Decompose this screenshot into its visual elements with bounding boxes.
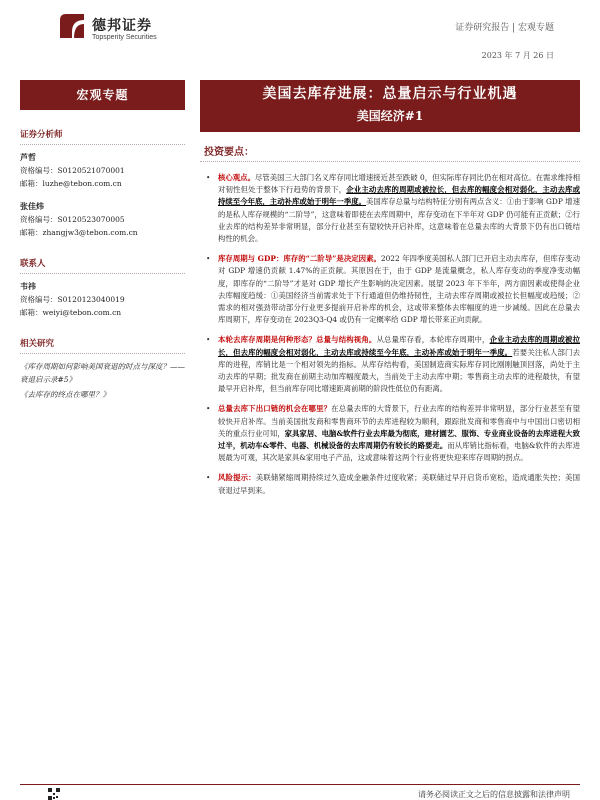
analysts-heading: 证券分析师 (20, 128, 185, 145)
bullet-icon: • (206, 335, 211, 345)
contact-card (20, 280, 185, 319)
key-point-text: 从总量库存看，本轮库存周期中， (376, 335, 490, 345)
key-point (200, 403, 580, 464)
key-point-emphasis: 企业主动去库的周期或被拉长，但去库的幅度会相对弱化，主动去库或持续至今年底，主动补库或始于明年一季度。 (218, 335, 580, 357)
analyst-card (20, 200, 185, 239)
key-point-text: 在总量去库的大背景下，行业去库的结构差异非常明显，部分行业甚至有望较快开启补库。当前美国批发商和零售商环节的去库进程较为顺利，跟踪批发商和零售商中与中国出口密切相关的重点行业可知， (218, 404, 580, 438)
risk-warning-text: 美联储紧缩周期持续过久造成金融条件过度收紧；美联储过早开启货币宽松，造成通胀失控；美国衰退过早到来。 (218, 473, 580, 495)
contact-section (20, 257, 185, 319)
key-point (200, 334, 580, 395)
bullet-icon: • (206, 473, 211, 483)
tebon-logo-icon (58, 12, 86, 40)
analyst-email[interactable]: 邮箱：zhangjw3@tebon.com.cn (20, 228, 138, 237)
analyst-cert: 资格编号：S0120523070005 (20, 215, 125, 224)
main-content (200, 80, 580, 505)
key-point (200, 472, 580, 496)
analyst-name: 芦哲 (20, 152, 36, 162)
related-research-link[interactable]: 《库存周期如何影响美国衰退的时点与深度？——衰退启示录#5》 (20, 362, 185, 384)
key-point-emphasis: 家具家居、电脑&软件行业去库最为彻底，建材園艺、服饰、专业商业设备的去库进程大致过半，机动车&零件、电器、机械设备的去库周期仍有较长的路要走。 (218, 428, 580, 451)
report-date: 2023 年 7 月 26 日 (481, 51, 554, 60)
qr-code-icon (48, 788, 60, 800)
related-research-link[interactable]: 《去库存的终点在哪里？》 (20, 390, 110, 399)
analyst-card (20, 151, 185, 190)
report-header (0, 0, 600, 80)
document-type: 证券研究报告 | 宏观专题 (455, 23, 554, 33)
report-category: 宏观专题 (20, 80, 185, 110)
summary-heading: 投资要点： (200, 140, 580, 162)
contact-cert: 资格编号：S0120123040019 (20, 295, 125, 304)
contact-name: 韦祎 (20, 281, 36, 291)
left-sidebar (20, 80, 200, 401)
key-point (200, 172, 580, 245)
key-point (200, 253, 580, 326)
key-point-text: 若要关注私人部门去库的进程，库销比是一个相对领先的指标。从库存结构看，美国制造商实际库存同比刚刚触顶回落，尚处于主动去库的早期；批发商在前期主动加库幅度最大，当前处于主动去库中期；零售商主动去库的进程最快，有望最早开启补库，但当前库存同比增速距离前期的阶段性低位仍有距离。 (218, 347, 580, 394)
bullet-icon: • (206, 173, 211, 182)
key-point-heading: 库存周期与 GDP：库存的“二阶导”是决定因素。 (218, 254, 381, 264)
footer-divider (20, 784, 580, 785)
key-point-text: 美国库存总量与结构特征分别有两点含义：①由于影响 GDP 增速的是私人库存规模的“二阶导”，这意味着即使在去库周期中，库存变动在下半年对 GDP 仍可能有正贡献；②行业去库的结构差异非常明显，部分行业甚至有望较快开启补库，这意味着在总量去库的大背景下仍有出口链结构性的机会。 (218, 197, 580, 244)
key-points-list (200, 172, 580, 497)
bullet-icon: • (206, 404, 211, 414)
logo-name-cn: 德邦证券 (92, 18, 152, 34)
key-point-heading: 总量去库下出口链的机会在哪里？ (218, 404, 332, 414)
contact-email[interactable]: 邮箱：weiyi@tebon.com.cn (20, 308, 122, 317)
analyst-name: 张佳炜 (20, 201, 44, 211)
report-title: 美国去库存进展：总量启示与行业机遇 (262, 86, 518, 102)
analyst-cert: 资格编号：S0120521070001 (20, 166, 125, 175)
key-point-emphasis: 企业主动去库的周期或被拉长，但去库的幅度会相对弱化，主动去库或持续至今年底，主动补库或始于明年一季度。 (218, 185, 580, 207)
related-research-section (20, 337, 185, 401)
key-point-text: 2022 年四季度美国私人部门已开启主动去库存，但库存变动对 GDP 增速仍贡献 1.47%的正贡献。其原因在于，由于 GDP 是流量概念，私人库存变动的季度净变动幅度，即库存的“二阶导”才是对 GDP 增长产生影响的决定因素。展望 2023 年下半年，两方面因素或使得企业去库幅度趋缓：①美国经济当前需求处于下行通道但仍维持韧性，主动去库存周期或被拉长但幅度或趋缓；②需求的相对强劲带动部分行业更多提前开启补库的机会，这或带来整体去库幅度的进一步减缓。因此在总量去库周期下，库存变动在 2023Q3-Q4 或仍有一定概率给 GDP 增长带来正向贡献。 (218, 254, 580, 325)
title-banner (200, 80, 580, 132)
legal-disclaimer: 请务必阅读正文之后的信息披露和法律声明 (418, 790, 570, 799)
bullet-icon: • (206, 254, 211, 264)
key-point-heading: 本轮去库存周期是何种形态？总量与结构视角。 (218, 335, 377, 345)
report-subtitle: 美国经济#1 (356, 109, 424, 123)
logo-name-en: Topsperity Securities (92, 34, 157, 41)
related-research-heading: 相关研究 (20, 337, 185, 354)
key-point-heading: 核心观点。 (218, 173, 255, 182)
risk-warning-heading: 风险提示： (218, 473, 256, 483)
key-point-text: 而从库销比指标看，电脑&软件的去库进展最为可观，其次是家具&家用电子产品，这或意味着这两个行业将更快迎来库存周期的拐点。 (218, 441, 580, 463)
analyst-email[interactable]: 邮箱：luzhe@tebon.com.cn (20, 179, 122, 188)
key-point-text: 尽管美国三大部门名义库存同比增速接近甚至跌破 0，但实际库存同比仍在相对高位。在需求维持相对韧性但处于整体下行趋势的背景下， (218, 173, 580, 195)
contact-heading: 联系人 (20, 257, 185, 274)
analysts-section (20, 128, 185, 239)
